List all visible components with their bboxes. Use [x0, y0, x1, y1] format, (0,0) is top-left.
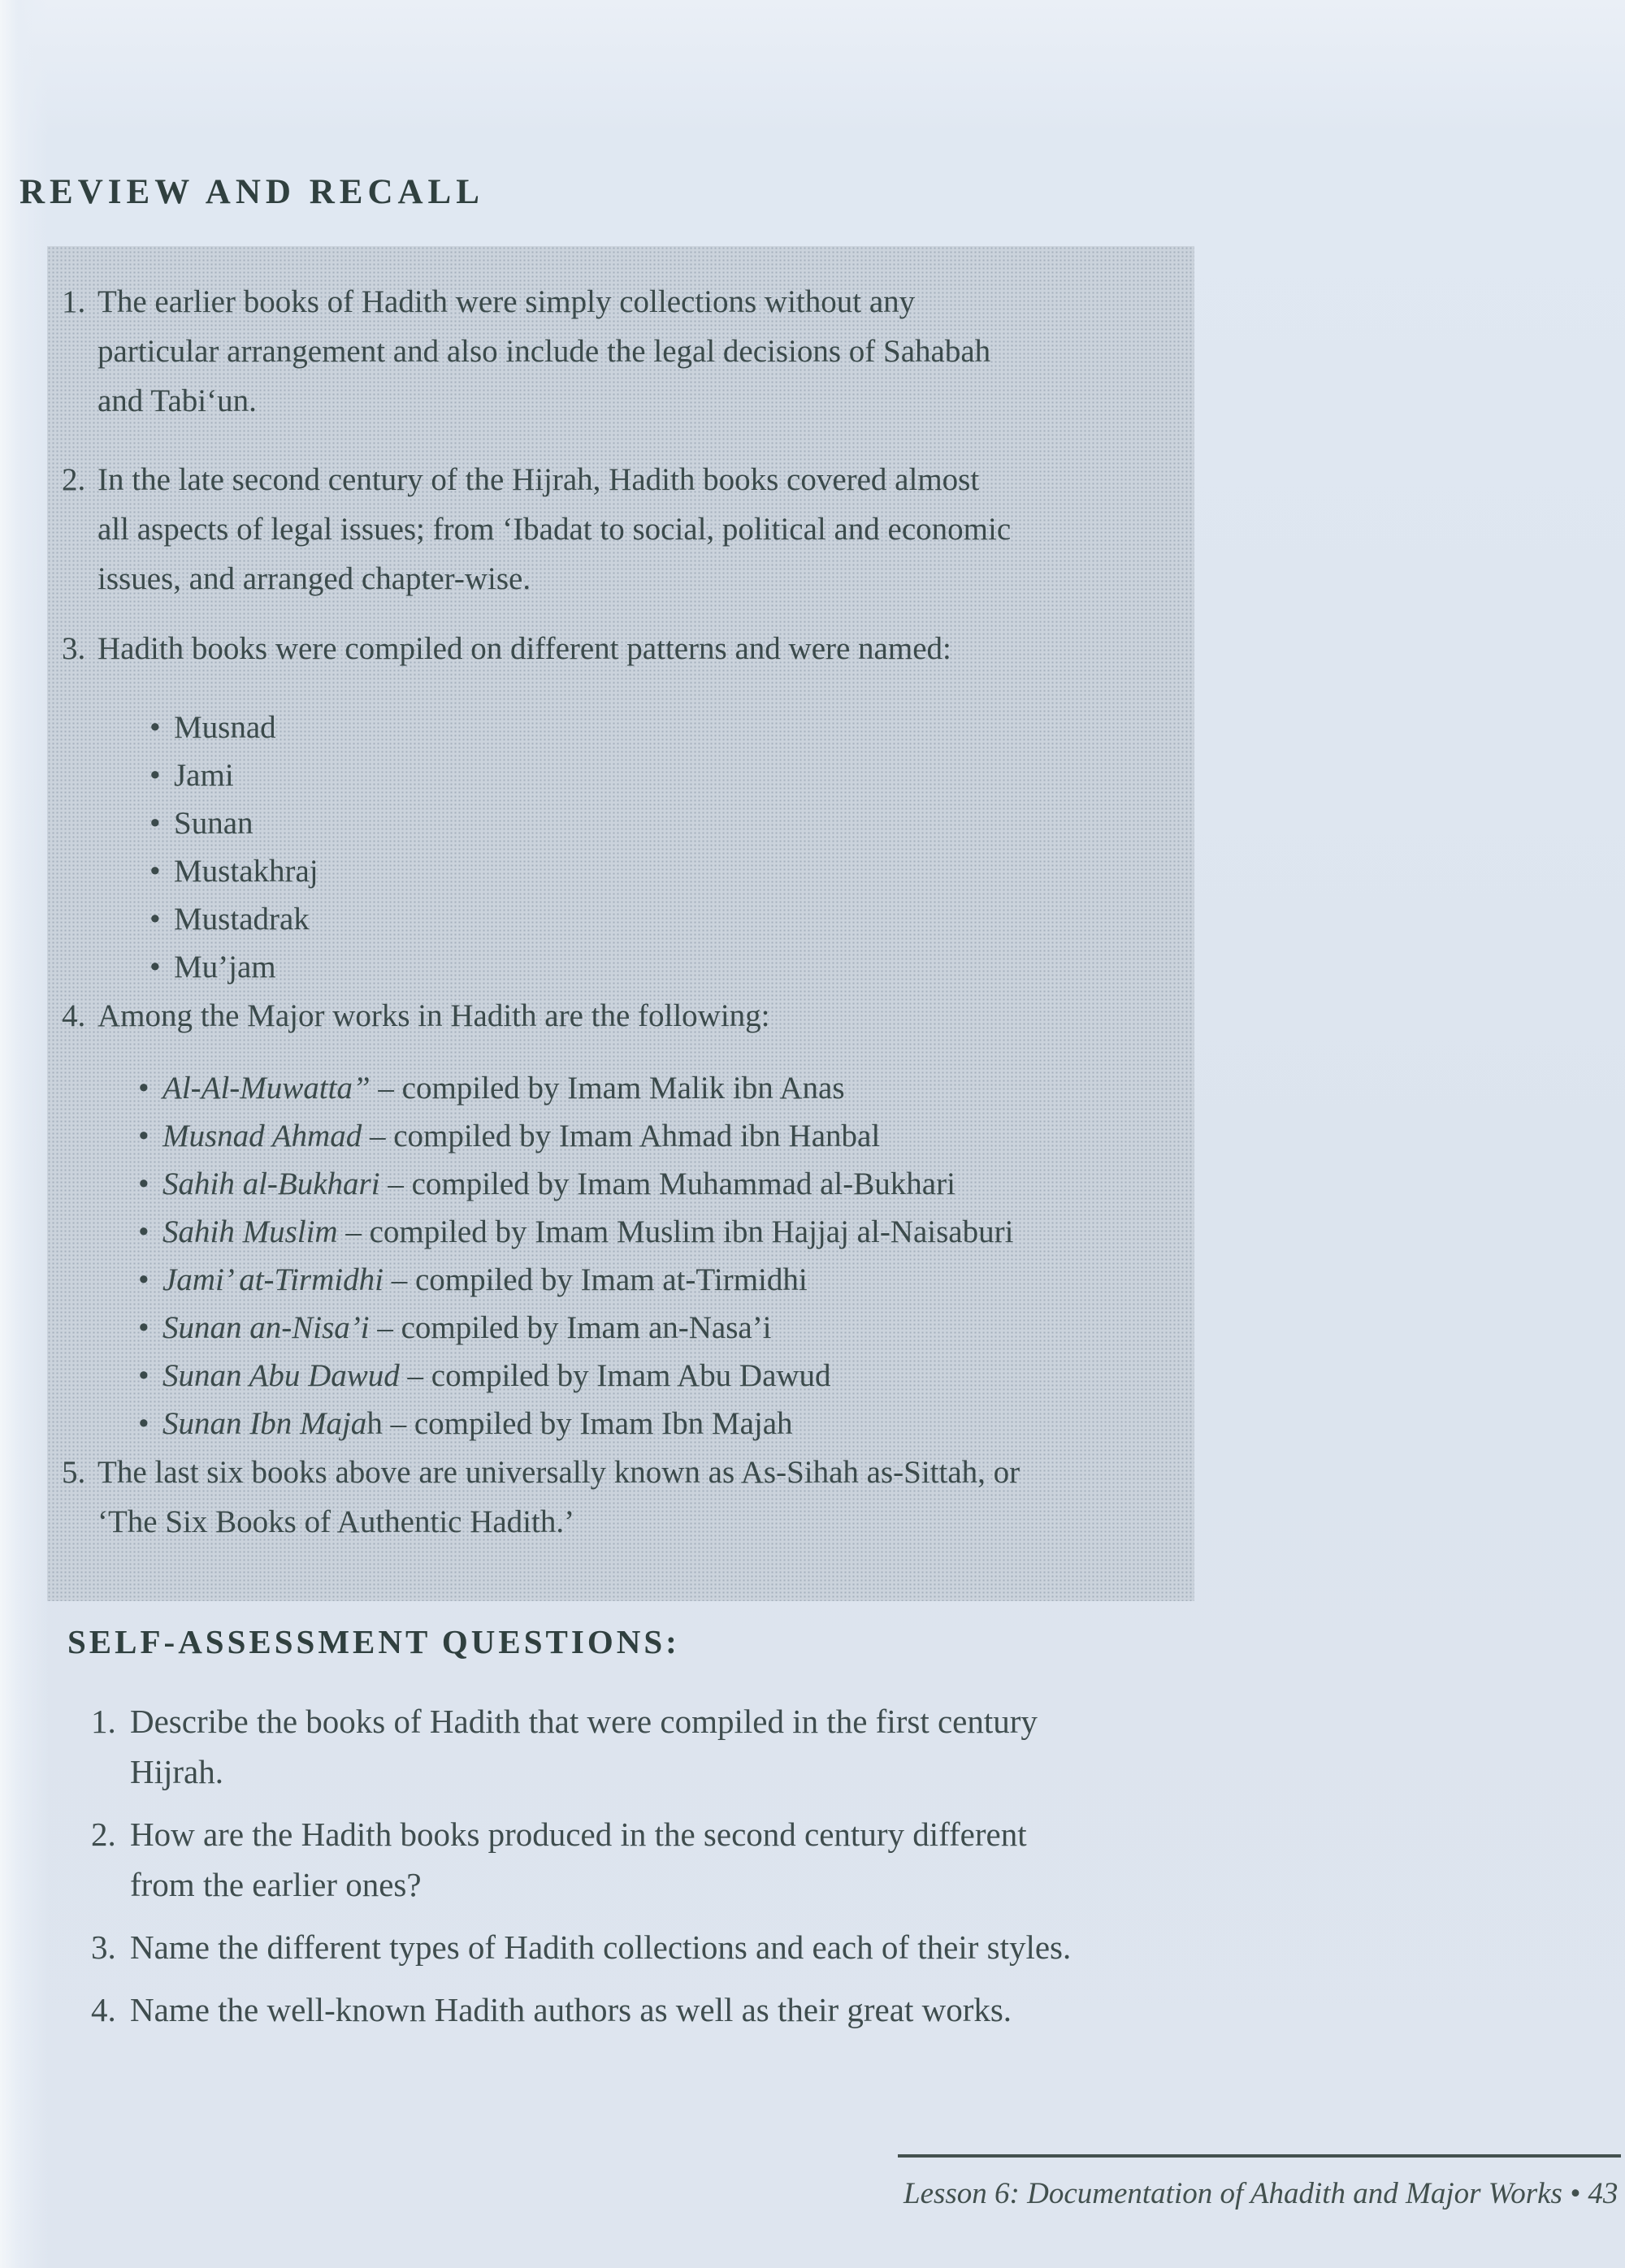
work-compiler: – compiled by Imam an-Nasa’i [369, 1310, 772, 1345]
work-title: Musnad Ahmad [162, 1119, 362, 1153]
work-title: Al-Al-Muwatta” [162, 1071, 370, 1106]
question-text [130, 1809, 1027, 1910]
work-title: Sunan an-Nisa’i [162, 1310, 370, 1345]
point-text [98, 1448, 1020, 1547]
work-compiler: – compiled by Imam Abu Dawud [399, 1358, 831, 1393]
work-item [138, 1352, 1194, 1400]
hadith-type-item: • Mustadrak [150, 895, 1194, 943]
review-panel-content [47, 246, 1194, 1547]
work-title: Sahih Muslim [162, 1214, 338, 1249]
work-compiler: – compiled by Imam at-Tirmidhi [383, 1262, 808, 1297]
work-title: Jami’ at-Tirmidhi [162, 1262, 384, 1297]
review-point-2 [62, 455, 1194, 604]
point-line: In the late second century of the Hijrah, Hadith books covered almost [98, 462, 980, 497]
point-line: issues, and arranged chapter-wise. [98, 561, 531, 596]
point-text [98, 991, 770, 1041]
point-line: The last six books above are universally known as As-Sihah as-Sittah, or [98, 1455, 1020, 1490]
point-line: and Tabi‘un. [98, 383, 257, 418]
work-item [138, 1304, 1194, 1352]
point-line: particular arrangement and also include the legal decisions of Sahabah [98, 334, 991, 369]
work-item [138, 1256, 1194, 1304]
question-number: 4. [91, 1991, 116, 2028]
point-text [98, 624, 951, 673]
question-line: Hijrah. [130, 1753, 223, 1790]
hadith-type-item: • Mustakhraj [150, 847, 1194, 895]
question-line: Name the well-known Hadith authors as well as their great works. [130, 1991, 1012, 2028]
point-line: The earlier books of Hadith were simply collections without any [98, 284, 916, 319]
self-assessment-questions [91, 1696, 1358, 2047]
point-number: 5. [62, 1455, 86, 1490]
page-title: REVIEW AND RECALL [20, 173, 484, 211]
review-point-5 [62, 1448, 1194, 1547]
work-item [138, 1160, 1194, 1208]
work-compiler: – compiled by Imam Ahmad ibn Hanbal [362, 1119, 881, 1153]
question-item-2 [91, 1809, 1358, 1910]
question-item-3 [91, 1922, 1358, 1972]
work-item [138, 1400, 1194, 1448]
work-title: Sahih al-Bukhari [162, 1166, 380, 1201]
work-title-suffix: h [366, 1406, 383, 1441]
hadith-type-item: • Sunan [150, 799, 1194, 847]
review-point-4 [62, 991, 1194, 1041]
work-compiler: – compiled by Imam Ibn Majah [382, 1406, 793, 1441]
review-panel [47, 246, 1194, 1601]
footer-rule [898, 2154, 1621, 2158]
work-compiler: – compiled by Imam Malik ibn Anas [370, 1071, 845, 1106]
point-number: 3. [62, 631, 86, 666]
work-compiler: – compiled by Imam Muhammad al-Bukhari [379, 1166, 956, 1201]
question-text [130, 1696, 1038, 1797]
point-text [98, 277, 990, 426]
question-line: How are the Hadith books produced in the second century different [130, 1816, 1027, 1853]
hadith-type-item: • Mu’jam [150, 943, 1194, 991]
question-number: 3. [91, 1928, 116, 1966]
point-line: Hadith books were compiled on different patterns and were named: [98, 631, 951, 666]
question-line: Describe the books of Hadith that were compiled in the first century [130, 1703, 1038, 1740]
question-text [130, 1984, 1012, 2035]
work-item [138, 1112, 1194, 1160]
point-number: 1. [62, 284, 86, 319]
review-point-3 [62, 624, 1194, 673]
work-title: Sunan Ibn Maja [162, 1406, 367, 1441]
point-text [98, 455, 1011, 604]
point-line: Among the Major works in Hadith are the following: [98, 998, 770, 1033]
footer-page-label: Lesson 6: Documentation of Ahadith and Major Works • 43 [904, 2177, 1618, 2210]
question-item-1 [91, 1696, 1358, 1797]
hadith-type-item: • Musnad [150, 703, 1194, 751]
hadith-type-list [62, 703, 1194, 991]
point-number: 2. [62, 462, 86, 497]
question-line: from the earlier ones? [130, 1866, 422, 1903]
point-line: ‘The Six Books of Authentic Hadith.’ [98, 1504, 575, 1539]
question-number: 1. [91, 1703, 116, 1740]
self-assessment-heading: SELF-ASSESSMENT QUESTIONS: [67, 1623, 680, 1660]
point-number: 4. [62, 998, 86, 1033]
work-compiler: – compiled by Imam Muslim ibn Hajjaj al-Naisaburi [337, 1214, 1014, 1249]
question-text [130, 1922, 1071, 1972]
work-title: Sunan Abu Dawud [162, 1358, 400, 1393]
major-works-list [62, 1064, 1194, 1448]
work-item [138, 1064, 1194, 1112]
review-point-1 [62, 277, 1194, 426]
question-item-4 [91, 1984, 1358, 2035]
work-item [138, 1208, 1194, 1256]
point-line: all aspects of legal issues; from ‘Ibadat to social, political and economic [98, 512, 1012, 547]
hadith-type-item: • Jami [150, 751, 1194, 799]
question-line: Name the different types of Hadith collections and each of their styles. [130, 1928, 1072, 1966]
question-number: 2. [91, 1816, 116, 1853]
